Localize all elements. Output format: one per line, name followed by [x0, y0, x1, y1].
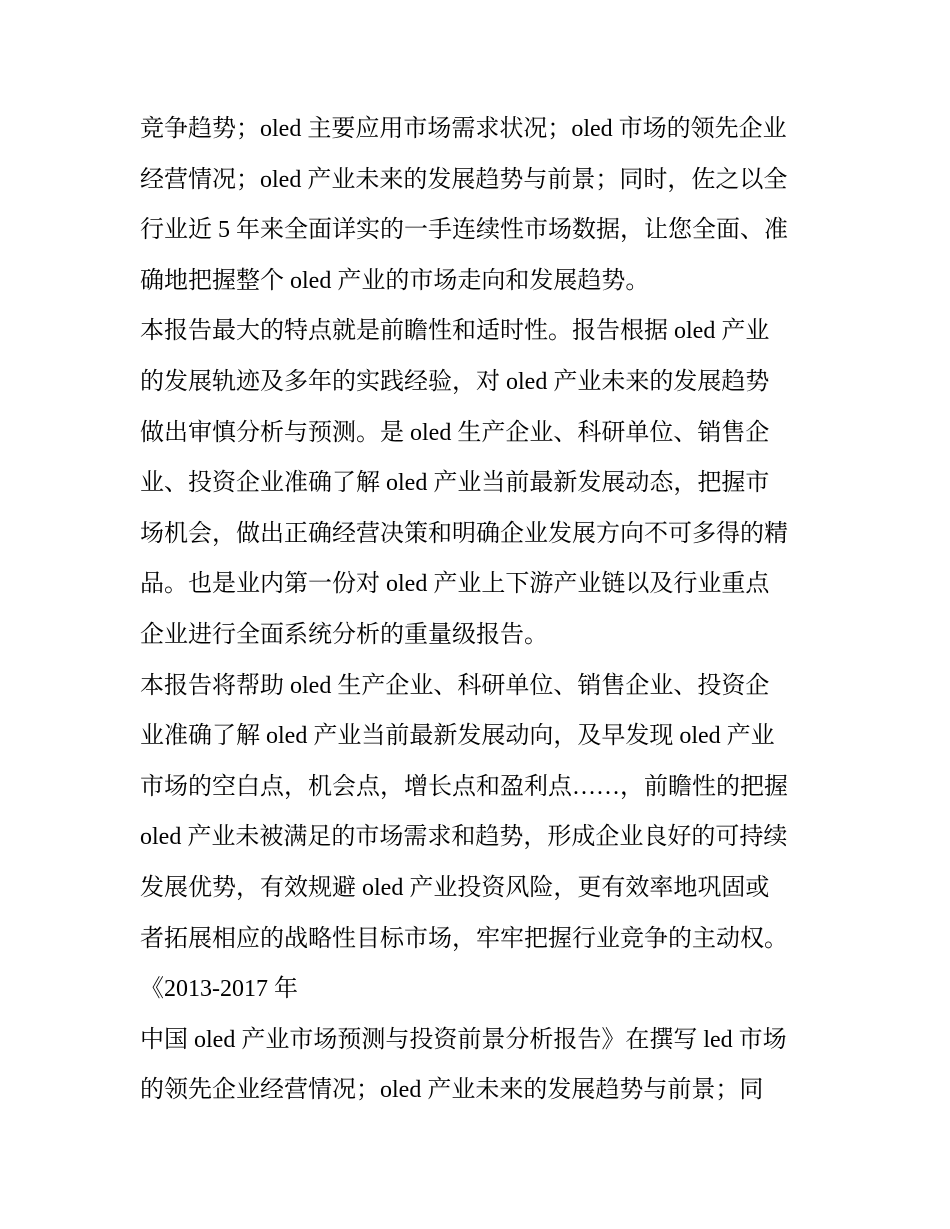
text-line: 发展优势，有效规避 oled 产业投资风险，更有效率地巩固或: [140, 874, 770, 901]
text-line: 场机会，做出正确经营决策和明确企业发展方向不可多得的精: [140, 520, 788, 547]
text-line: 企业进行全面系统分析的重量级报告。: [140, 621, 548, 648]
text-line: 确地把握整个 oled 产业的市场走向和发展趋势。: [140, 267, 650, 294]
text-line: oled 产业未被满足的市场需求和趋势，形成企业良好的可持续: [140, 824, 788, 851]
text-line: 的领先企业经营情况；oled 产业未来的发展趋势与前景；同: [140, 1077, 764, 1104]
text-line: 的发展轨迹及多年的实践经验，对 oled 产业未来的发展趋势: [140, 368, 770, 395]
text-line: 本报告将帮助 oled 生产企业、科研单位、销售企业、投资企: [140, 672, 770, 699]
text-line: 业、投资企业准确了解 oled 产业当前最新发展动态，把握市: [140, 470, 770, 497]
text-line: 品。也是业内第一份对 oled 产业上下游产业链以及行业重点: [140, 571, 770, 598]
text-line: 行业近 5 年来全面详实的一手连续性市场数据，让您全面、准: [140, 217, 788, 244]
text-line: 《2013-2017 年: [140, 976, 298, 1003]
text-line: 经营情况；oled 产业未来的发展趋势与前景；同时，佐之以全: [140, 166, 788, 193]
text-line: 中国 oled 产业市场预测与投资前景分析报告》在撰写 led 市场: [140, 1026, 787, 1053]
text-line: 做出审慎分析与预测。是 oled 生产企业、科研单位、销售企: [140, 419, 770, 446]
text-line: 者拓展相应的战略性目标市场，牢牢把握行业竞争的主动权。: [140, 925, 788, 952]
text-line: 竞争趋势；oled 主要应用市场需求状况；oled 市场的领先企业: [140, 116, 787, 142]
text-line: 本报告最大的特点就是前瞻性和适时性。报告根据 oled 产业: [140, 318, 770, 345]
body-text: [140, 104, 830, 1116]
text-line: 市场的空白点，机会点，增长点和盈利点……，前瞻性的把握: [140, 773, 788, 800]
text-line: 业准确了解 oled 产业当前最新发展动向，及早发现 oled 产业: [140, 723, 775, 750]
